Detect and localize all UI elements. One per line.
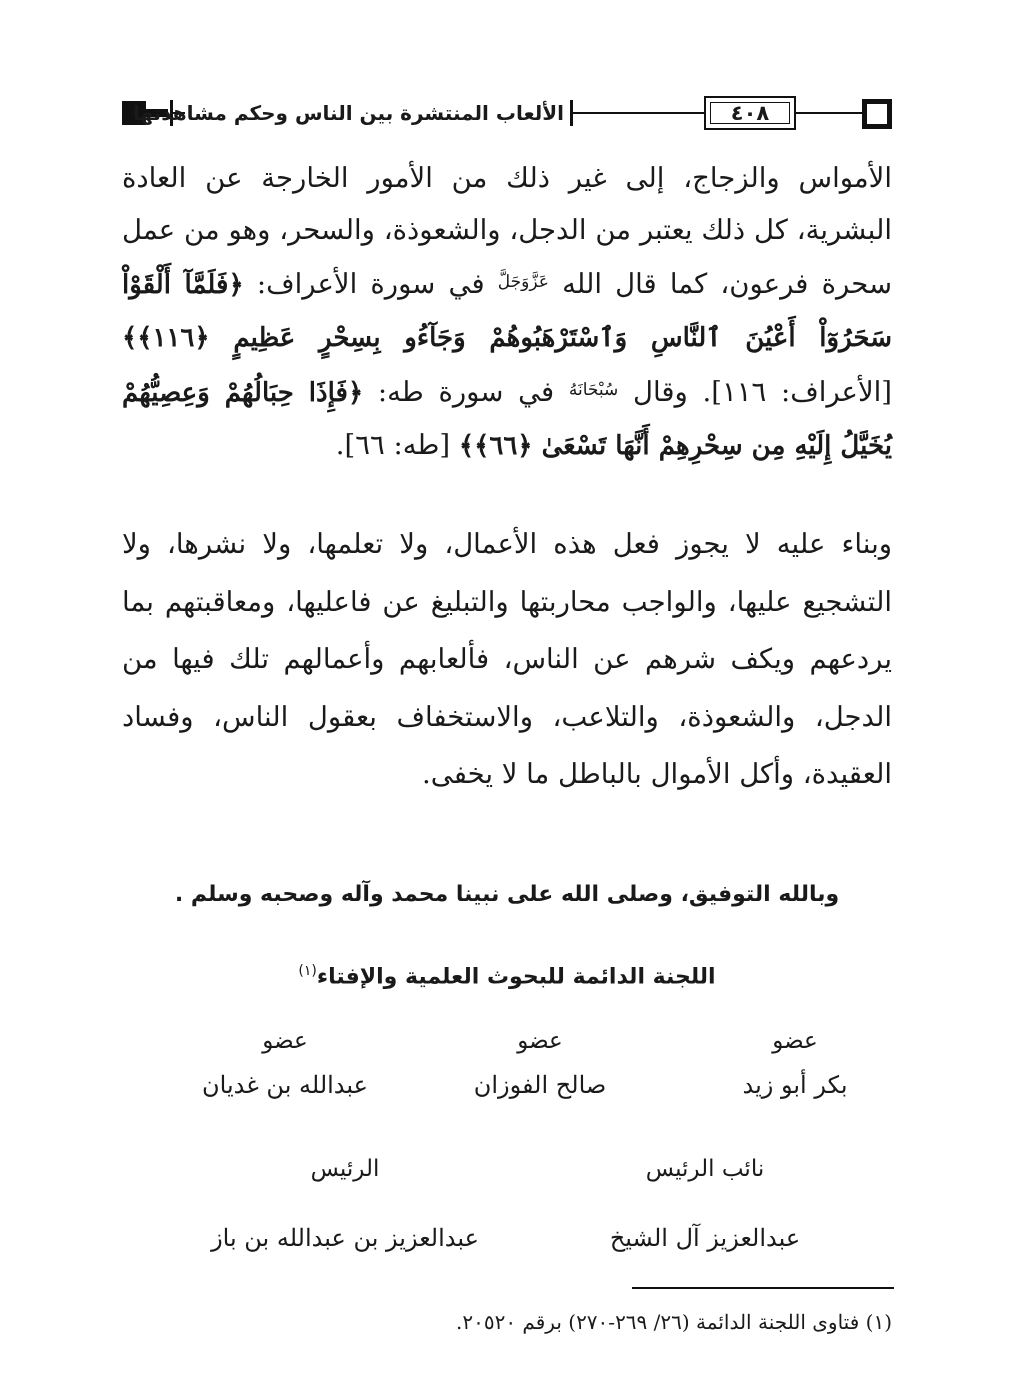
footnote: (١) فتاوى اللجنة الدائمة (٢٦/ ٢٦٩-٢٧٠) برقم ٢٠٥٢٠. bbox=[455, 1310, 892, 1334]
paragraph-text: في سورة طه: bbox=[377, 376, 555, 408]
signatory-member-3 bbox=[180, 1024, 390, 1102]
quran-reference: [الأعراف: ١١٦]. bbox=[702, 376, 893, 408]
paragraph-text: في سورة الأعراف: bbox=[256, 268, 485, 300]
signatory-role: نائب الرئيس bbox=[645, 1156, 765, 1182]
signatory-member-1 bbox=[700, 1024, 890, 1102]
footnote-divider bbox=[632, 1287, 894, 1289]
signatory-name: صالح الفوزان bbox=[473, 1071, 607, 1099]
closing-line: وبالله التوفيق، وصلى الله على نبينا محمد وآله وصحبه وسلم . bbox=[174, 882, 840, 907]
paragraph-text: وقال bbox=[632, 376, 688, 408]
quran-reference: [طه: ٦٦]. bbox=[335, 429, 451, 461]
header-square-ornament bbox=[862, 99, 892, 129]
header-rule-middle bbox=[573, 112, 704, 114]
paragraph-1 bbox=[122, 152, 892, 472]
quran-quote: ﴿فَلَمَّآ أَلْقَوْاْ سَحَرُوٓاْ أَعْيُنَ ٱلنَّاسِ وَٱسْتَرْهَبُوهُمْ وَجَآءُو بِسِحْرٍ عَظِيمٍ ﴿١١٦﴾﴾ bbox=[122, 270, 892, 353]
running-title: الألعاب المنتشرة بين الناس وحكم مشاهدتها bbox=[132, 101, 564, 125]
honorific-glyph: عَزَّوَجَلَّ bbox=[497, 272, 549, 292]
signatory-role: عضو bbox=[262, 1028, 308, 1054]
quran-quote: ﴿فَإِذَا حِبَالُهُمْ وَعِصِيُّهُمْ يُخَيَّلُ إِلَيْهِ مِن سِحْرِهِمْ أَنَّهَا تَسْعَىٰ ﴿٦٦﴾﴾ bbox=[122, 378, 892, 461]
committee-name: اللجنة الدائمة للبحوث العلمية والإفتاء bbox=[316, 964, 716, 990]
signatory-vice-chair bbox=[590, 1152, 820, 1255]
paragraph-text: الأمواس والزجاج، إلى غير ذلك من الأمور الخارجة عن العادة البشرية، كل ذلك يعتبر من الدجل، والشعوذة، والسحر، وهو من عمل سحرة فرعون، كما قال الله bbox=[122, 162, 893, 300]
page-header bbox=[122, 96, 892, 132]
header-rule-right bbox=[796, 112, 862, 114]
signatory-role: الرئيس bbox=[310, 1156, 380, 1182]
footnote-marker: (١) bbox=[298, 963, 317, 979]
page-number: ٤٠٨ bbox=[730, 101, 770, 125]
page-number-frame bbox=[704, 96, 796, 130]
signatory-role: عضو bbox=[772, 1028, 818, 1054]
header-post-ornament bbox=[570, 100, 573, 126]
paragraph-2: وبناء عليه لا يجوز فعل هذه الأعمال، ولا تعلمها، ولا نشرها، ولا التشجيع عليها، والواجب محاربتها والتبليغ عن فاعليها، ومعاقبتهم بما يردعهم ويكف شرهم عن الناس، فألعابهم وأعمالهم تلك فيها من الدجل، والشعوذة، والتلاعب، والاستخفاف بعقول الناس، وفساد العقيدة، وأكل الأموال بالباطل ما لا يخفى. bbox=[122, 528, 892, 790]
committee-title bbox=[122, 953, 892, 995]
honorific-glyph: سُبْحَانَهُ bbox=[568, 380, 619, 400]
signatory-name: عبدالعزيز بن عبدالله بن باز bbox=[211, 1224, 479, 1252]
signatory-name: بكر أبو زيد bbox=[742, 1071, 848, 1099]
signatory-member-2 bbox=[440, 1024, 640, 1102]
signatory-name: عبدالعزيز آل الشيخ bbox=[609, 1224, 801, 1252]
signatory-name: عبدالله بن غديان bbox=[202, 1071, 368, 1099]
signatory-role: عضو bbox=[517, 1028, 563, 1054]
signatory-chair bbox=[200, 1152, 490, 1255]
